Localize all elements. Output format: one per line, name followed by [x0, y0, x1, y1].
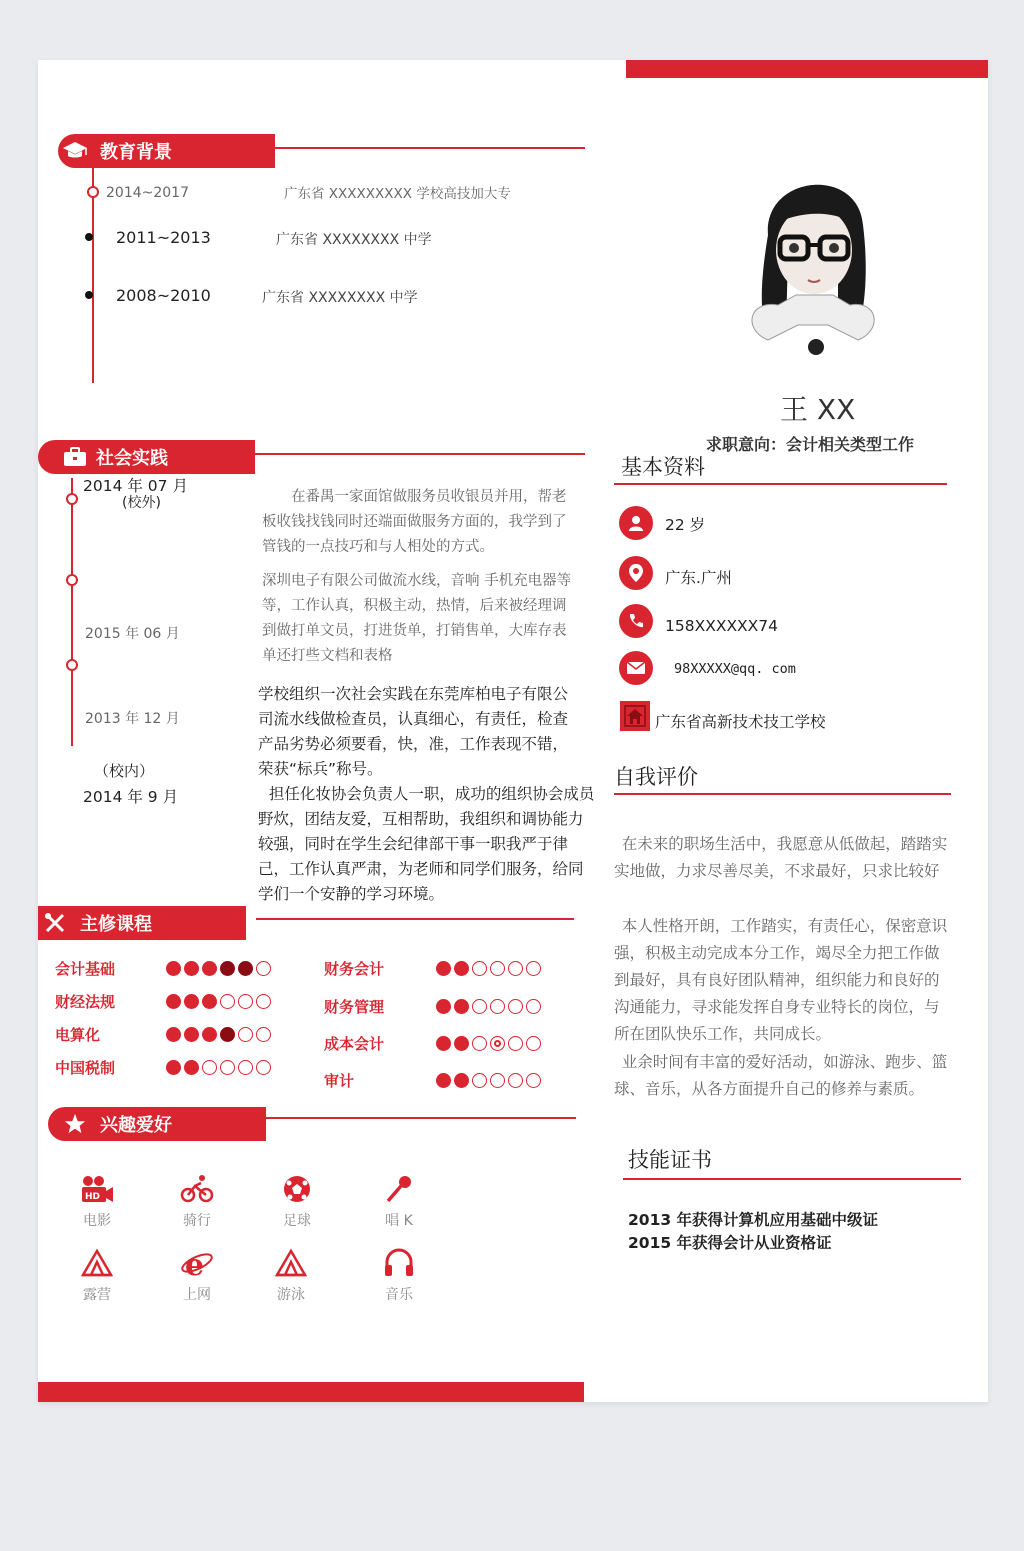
rating-dot	[184, 1060, 199, 1075]
hobby-football	[262, 1172, 332, 1230]
microphone-icon	[364, 1172, 434, 1206]
social-text-1: 在番禺一家面馆做服务员收银员并用，帮老板收钱找钱同时还端面做服务方面的，我学到了管钱的一点技巧和与人相处的方式。	[262, 489, 567, 555]
rating-dot	[238, 1027, 253, 1042]
hobby-label: 音乐	[385, 1287, 413, 1303]
rating-dot	[526, 1036, 541, 1051]
rating-dot	[202, 994, 217, 1009]
hobbies-header	[48, 1107, 266, 1141]
rating-dot	[256, 961, 271, 976]
certs-title: 技能证书	[628, 1148, 712, 1172]
rating-dot	[490, 999, 505, 1014]
rating-dot	[166, 961, 181, 976]
timeline-bullet	[85, 233, 93, 241]
hobby-label: 露营	[83, 1287, 111, 1303]
hobby-music	[364, 1246, 434, 1304]
job-intention: 求职意向：会计相关类型工作	[706, 435, 915, 454]
location-pin-icon	[619, 556, 653, 590]
education-timeline	[92, 168, 94, 383]
svg-text:HD: HD	[85, 1192, 101, 1202]
rating-dot	[436, 999, 451, 1014]
profile-name: 王 XX	[780, 393, 856, 426]
cert-2: 2015 年获得会计从业资格证	[628, 1234, 832, 1252]
course-rating	[166, 961, 271, 976]
graduation-cap-icon	[58, 134, 92, 168]
headphones-icon	[364, 1246, 434, 1280]
rating-dot	[166, 994, 181, 1009]
rating-dot	[220, 1027, 235, 1042]
edu-period-1: 2014~2017	[106, 185, 189, 201]
location-value: 广东.广州	[665, 569, 732, 587]
hobby-internet	[162, 1246, 232, 1304]
edu-school-3: 广东省 XXXXXXXX 中学	[262, 290, 418, 306]
rating-dot	[202, 1027, 217, 1042]
social-text-4: 担任化妆协会负责人一职，成功的组织协会成员野炊，团结友爱，互相帮助，我组织和调协能力较强，同时在学生会纪律部干事一职我严于律己，工作认真严肃，为老师和同学们服务，给同学们一个安静的学习环境。	[258, 785, 595, 903]
course-rating	[166, 1027, 271, 1042]
person-icon	[619, 506, 653, 540]
rating-dot	[220, 1060, 235, 1075]
hobby-label: 电影	[83, 1213, 111, 1229]
timeline-node	[66, 659, 78, 671]
rating-dot	[490, 1073, 505, 1088]
tools-icon	[38, 906, 72, 940]
basic-info-title: 基本资料	[621, 455, 705, 479]
social-text-2: 深圳电子有限公司做流水线，音响 手机充电器等等，工作认真，积极主动，热情，后来被经理调到做打单文员，打进货单，打销售单，大库存表单还打些文档和表格	[262, 573, 572, 664]
rating-dot	[508, 999, 523, 1014]
rating-dot	[472, 1036, 487, 1051]
course-name: 审计	[324, 1072, 355, 1090]
rating-dot	[166, 1060, 181, 1075]
rating-dot	[508, 1073, 523, 1088]
age-value: 22 岁	[665, 516, 706, 534]
course-rating	[436, 999, 541, 1014]
rating-dot	[184, 1027, 199, 1042]
resume-page	[38, 60, 988, 1402]
rating-dot	[454, 961, 469, 976]
social-rule	[255, 453, 585, 455]
rating-dot	[508, 961, 523, 976]
courses-title: 主修课程	[80, 914, 152, 935]
social-note-1: (校外)	[122, 495, 161, 511]
rating-dot	[490, 961, 505, 976]
rating-dot	[526, 999, 541, 1014]
course-rating	[436, 1073, 541, 1088]
phone-icon	[619, 604, 653, 638]
cycling-icon	[162, 1172, 232, 1206]
hobby-label: 骑行	[183, 1213, 211, 1229]
rating-dot	[526, 961, 541, 976]
hobby-movie	[62, 1172, 132, 1230]
rating-dot	[454, 999, 469, 1014]
hobby-label: 足球	[283, 1213, 311, 1229]
tent-icon	[256, 1246, 326, 1280]
football-icon	[262, 1172, 332, 1206]
timeline-node	[66, 574, 78, 586]
hobby-karaoke	[364, 1172, 434, 1230]
certs-rule	[623, 1178, 961, 1180]
rating-dot	[472, 1073, 487, 1088]
rating-dot	[220, 994, 235, 1009]
rating-dot	[256, 1060, 271, 1075]
top-accent-bar	[626, 60, 988, 78]
rating-dot	[238, 994, 253, 1009]
self-eval-p2: 本人性格开朗，工作踏实，有责任心，保密意识强，积极主动完成本分工作，竭尽全力把工作做到最好，具有良好团队精神，组织能力和良好的沟通能力，寻求能发挥自身专业特长的岗位，与所在团队快乐工作，共同成长。	[614, 917, 948, 1043]
rating-dot	[202, 1060, 217, 1075]
courses-rule	[256, 918, 574, 920]
rating-dot	[454, 1073, 469, 1088]
education-rule	[275, 147, 585, 149]
rating-dot	[238, 961, 253, 976]
self-eval-p3: 业余时间有丰富的爱好活动，如游泳、跑步、篮球、音乐，从各方面提升自己的修养与素质。	[614, 1053, 948, 1098]
course-name: 财务管理	[324, 998, 385, 1016]
course-name: 财经法规	[55, 993, 116, 1011]
edu-period-3: 2008~2010	[116, 286, 211, 305]
education-title: 教育背景	[100, 142, 172, 163]
timeline-node	[87, 186, 99, 198]
social-date-4: 2014 年 9 月	[83, 788, 179, 806]
timeline-node	[66, 493, 78, 505]
rating-dot	[490, 1036, 505, 1051]
social-title: 社会实践	[96, 448, 168, 469]
hobbies-rule	[266, 1117, 576, 1119]
home-icon	[620, 701, 650, 731]
self-eval-rule	[614, 793, 951, 795]
rating-dot	[436, 961, 451, 976]
rating-dot	[436, 1036, 451, 1051]
rating-dot	[238, 1060, 253, 1075]
social-date-3: 2013 年 12 月	[85, 711, 180, 727]
email-value: 98XXXXX@qq. com	[674, 661, 796, 677]
tent-icon	[62, 1246, 132, 1280]
courses-header	[38, 906, 246, 940]
rating-dot	[454, 1036, 469, 1051]
rating-dot	[184, 994, 199, 1009]
social-timeline	[71, 478, 73, 746]
cert-1: 2013 年获得计算机应用基础中级证	[628, 1211, 879, 1229]
bottom-accent-bar	[38, 1382, 584, 1402]
hobbies-title: 兴趣爱好	[100, 1115, 172, 1136]
edu-school-2: 广东省 XXXXXXXX 中学	[276, 232, 432, 248]
edu-period-2: 2011~2013	[116, 228, 211, 247]
rating-dot	[166, 1027, 181, 1042]
rating-dot	[508, 1036, 523, 1051]
education-header	[58, 134, 275, 168]
social-note-4: （校内）	[94, 762, 155, 780]
email-icon	[619, 651, 653, 685]
course-name: 中国税制	[55, 1059, 116, 1077]
briefcase-icon	[58, 440, 92, 474]
star-icon	[58, 1107, 92, 1141]
school-value: 广东省高新技术技工学校	[655, 713, 826, 731]
rating-dot	[184, 961, 199, 976]
edu-school-1: 广东省 XXXXXXXXX 学校高技加大专	[284, 186, 511, 202]
hobby-label: 上网	[183, 1287, 211, 1303]
self-eval-p1: 在未来的职场生活中，我愿意从低做起，踏踏实实地做，力求尽善尽美，不求最好，只求比较好	[614, 835, 948, 880]
avatar	[738, 155, 888, 365]
social-header	[38, 440, 255, 474]
rating-dot	[202, 961, 217, 976]
course-rating	[436, 961, 541, 976]
timeline-bullet	[85, 291, 93, 299]
hobby-camping	[62, 1246, 132, 1304]
hobby-label: 游泳	[277, 1287, 305, 1303]
hobby-swimming	[256, 1246, 326, 1304]
course-name: 财务会计	[324, 960, 385, 978]
course-name: 成本会计	[324, 1035, 385, 1053]
course-name: 会计基础	[55, 960, 116, 978]
svg-text:e: e	[185, 1248, 205, 1278]
phone-value: 158XXXXXX74	[665, 617, 779, 635]
course-rating	[166, 994, 271, 1009]
rating-dot	[472, 961, 487, 976]
rating-dot	[472, 999, 487, 1014]
video-camera-icon	[62, 1172, 132, 1206]
rating-dot	[256, 994, 271, 1009]
course-rating	[436, 1036, 541, 1051]
course-name: 电算化	[55, 1026, 101, 1044]
hobby-cycling	[162, 1172, 232, 1230]
rating-dot	[436, 1073, 451, 1088]
social-date-1: 2014 年 07 月	[83, 477, 188, 495]
rating-dot	[220, 961, 235, 976]
ie-browser-icon	[162, 1246, 232, 1280]
social-text-3: 学校组织一次社会实践在东莞库柏电子有限公司流水线做检查员，认真细心，有责任，检查产品劣势必须要看，快，准，工作表现不错，荣获“标兵”称号。	[258, 685, 569, 778]
basic-info-rule	[614, 483, 947, 485]
rating-dot	[256, 1027, 271, 1042]
hobby-label: 唱 K	[385, 1213, 413, 1229]
course-rating	[166, 1060, 271, 1075]
social-date-2: 2015 年 06 月	[85, 626, 180, 642]
self-eval-title: 自我评价	[614, 765, 698, 789]
rating-dot	[526, 1073, 541, 1088]
